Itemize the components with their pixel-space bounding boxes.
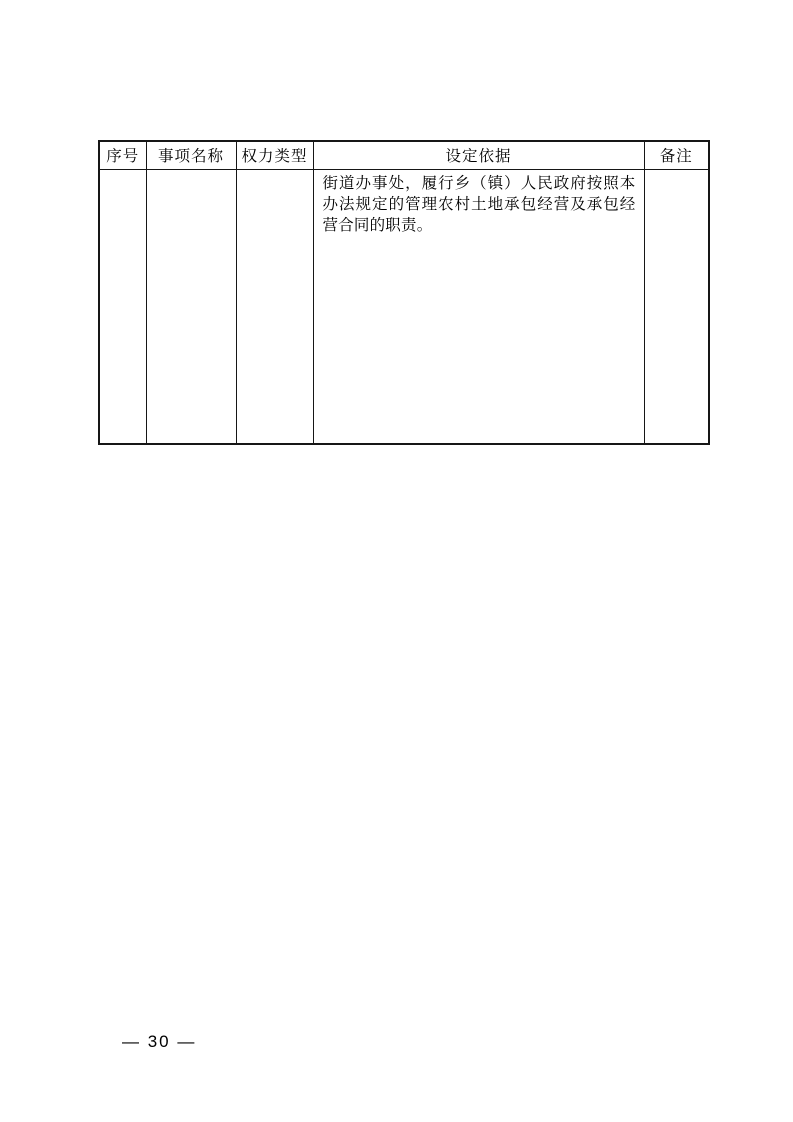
cell-basis: 街道办事处，履行乡（镇）人民政府按照本办法规定的管理农村土地承包经营及承包经营合同的职责。	[313, 169, 644, 444]
header-cell-basis: 设定依据	[313, 141, 644, 169]
authority-items-table	[98, 140, 710, 445]
header-cell-remarks: 备注	[644, 141, 709, 169]
header-cell-power-type: 权力类型	[236, 141, 313, 169]
header-cell-serial: 序号	[99, 141, 146, 169]
cell-power-type	[236, 169, 313, 444]
header-cell-item-name: 事项名称	[146, 141, 236, 169]
cell-serial	[99, 169, 146, 444]
cell-remarks	[644, 169, 709, 444]
cell-item-name	[146, 169, 236, 444]
page-number: — 30 —	[122, 1032, 197, 1051]
table-row	[99, 169, 709, 444]
table-header-row	[99, 141, 709, 169]
